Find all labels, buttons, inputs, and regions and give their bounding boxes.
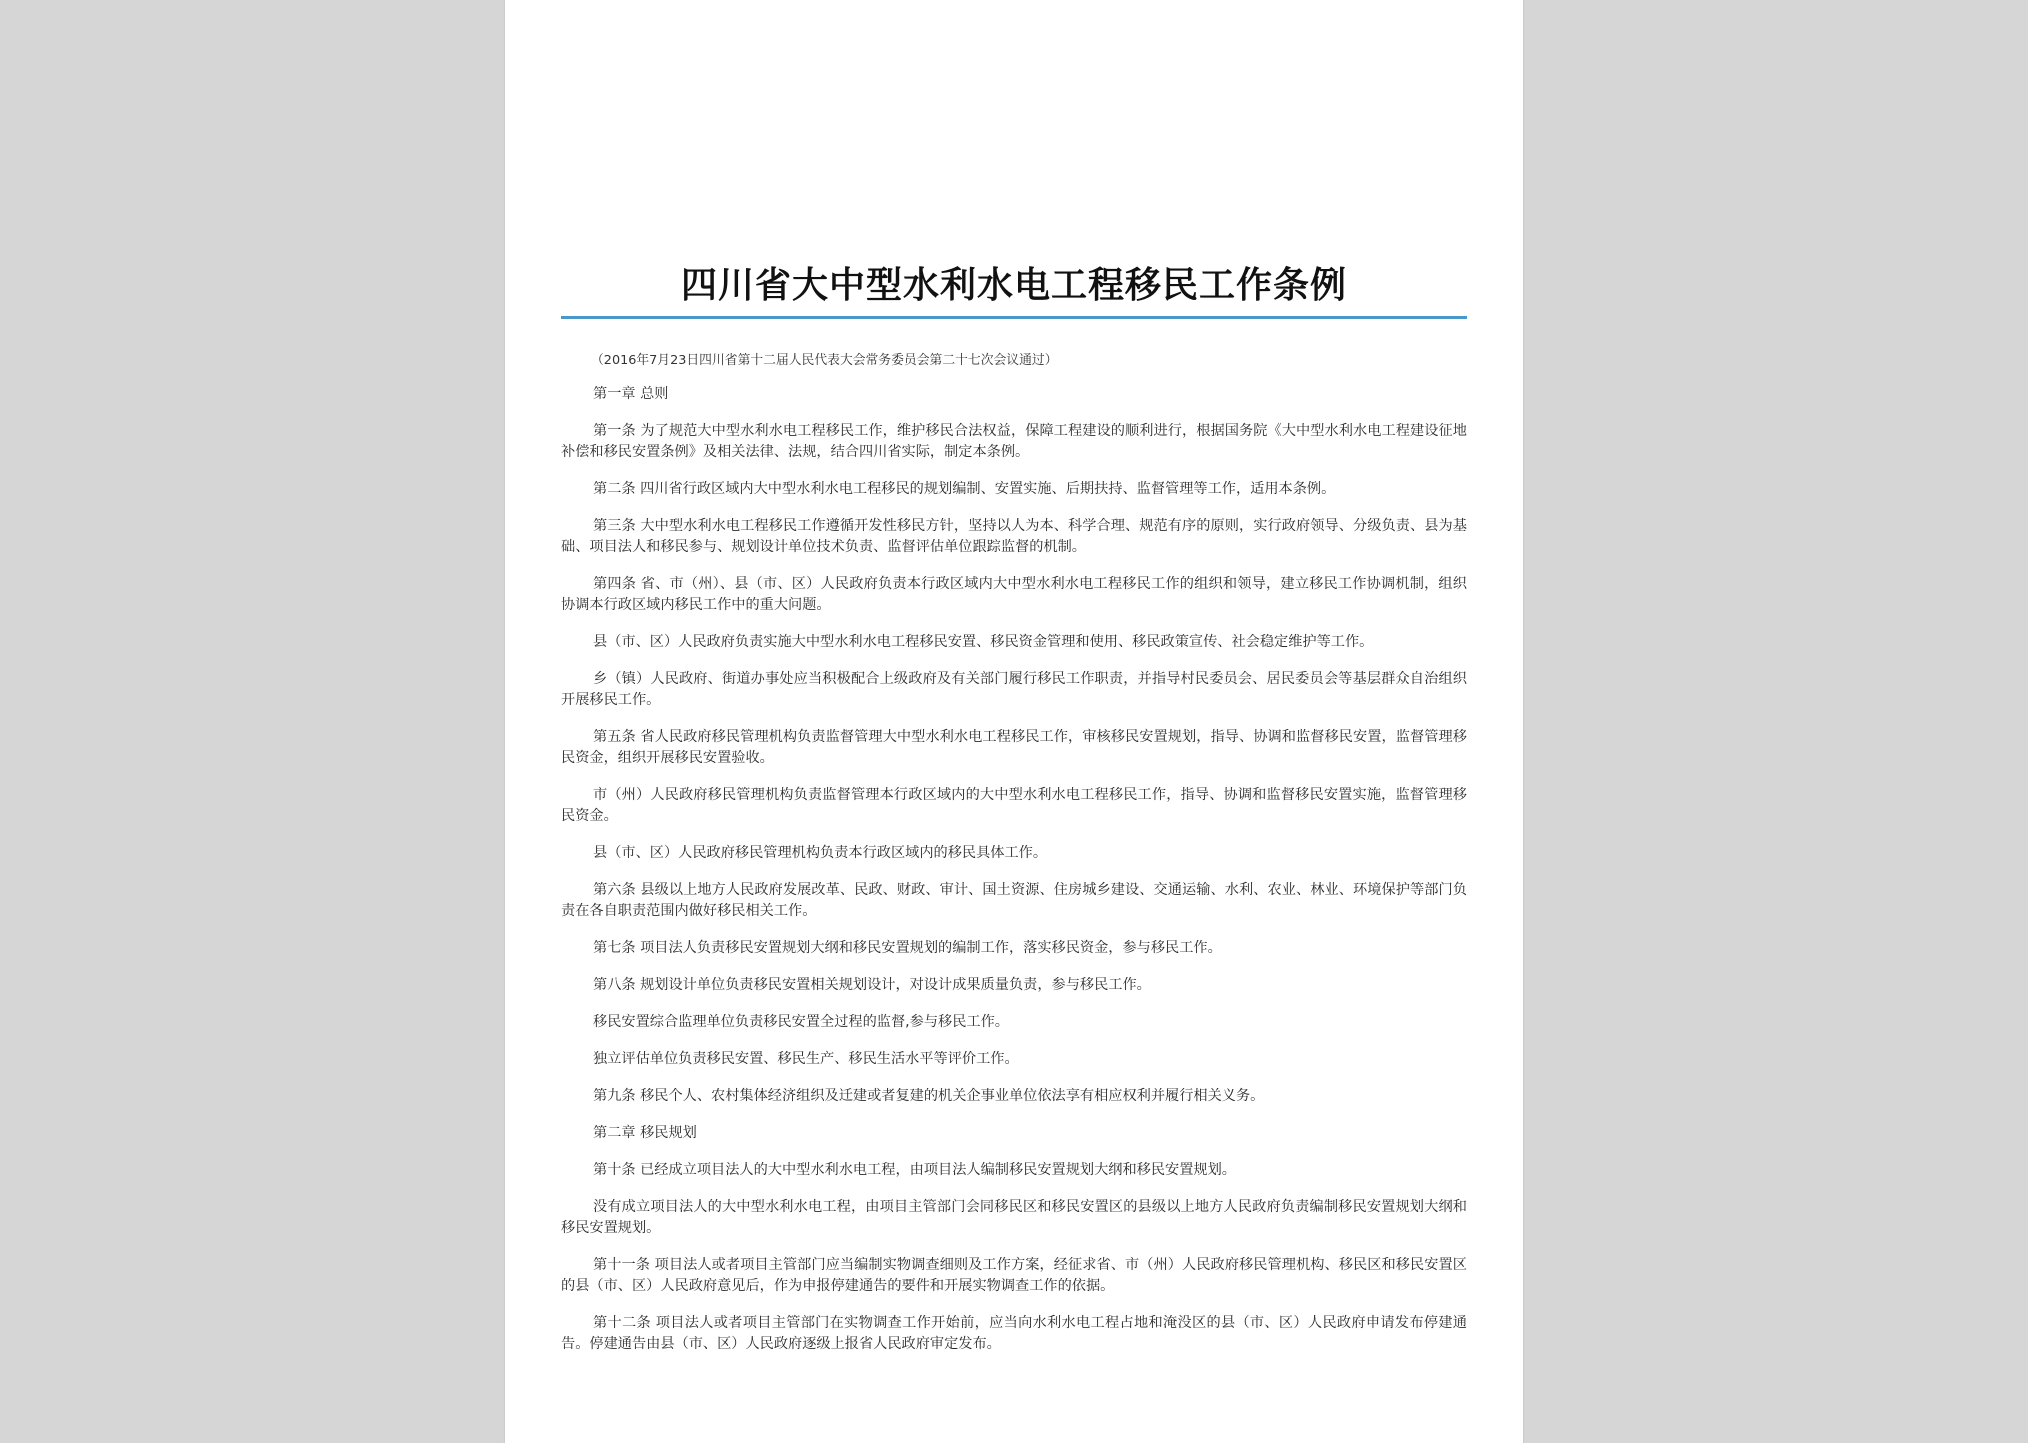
adoption-note: （2016年7月23日四川省第十二届人民代表大会常务委员会第二十七次会议通过） (591, 353, 1058, 368)
article-paragraph: 第五条 省人民政府移民管理机构负责监督管理大中型水利水电工程移民工作，审核移民安置规划，指导、协调和监督移民安置，监督管理移民资金，组织开展移民安置验收。 (561, 729, 1467, 766)
article-paragraph: 县（市、区）人民政府移民管理机构负责本行政区域内的移民具体工作。 (593, 845, 1048, 861)
document-page (505, 0, 1523, 1443)
article-paragraph: 第七条 项目法人负责移民安置规划大纲和移民安置规划的编制工作，落实移民资金，参与移民工作。 (593, 940, 1222, 956)
article-paragraph: 第八条 规划设计单位负责移民安置相关规划设计，对设计成果质量负责，参与移民工作。 (593, 977, 1151, 993)
article-paragraph: 没有成立项目法人的大中型水利水电工程，由项目主管部门会同移民区和移民安置区的县级以上地方人民政府负责编制移民安置规划大纲和移民安置规划。 (561, 1199, 1467, 1236)
chapter-heading: 第二章 移民规划 (593, 1125, 697, 1141)
article-paragraph: 乡（镇）人民政府、街道办事处应当积极配合上级政府及有关部门履行移民工作职责，并指导村民委员会、居民委员会等基层群众自治组织开展移民工作。 (561, 671, 1467, 708)
article-paragraph: 市（州）人民政府移民管理机构负责监督管理本行政区域内的大中型水利水电工程移民工作，指导、协调和监督移民安置实施，监督管理移民资金。 (561, 787, 1467, 824)
article-paragraph: 第六条 县级以上地方人民政府发展改革、民政、财政、审计、国土资源、住房城乡建设、交通运输、水利、农业、林业、环境保护等部门负责在各自职责范围内做好移民相关工作。 (561, 882, 1467, 919)
article-paragraph: 第四条 省、市（州）、县（市、区）人民政府负责本行政区域内大中型水利水电工程移民工作的组织和领导，建立移民工作协调机制，组织协调本行政区域内移民工作中的重大问题。 (561, 576, 1467, 613)
article-paragraph: 第十二条 项目法人或者项目主管部门在实物调查工作开始前，应当向水利水电工程占地和淹没区的县（市、区）人民政府申请发布停建通告。停建通告由县（市、区）人民政府逐级上报省人民政府审定发布。 (561, 1315, 1467, 1352)
chapter-heading: 第一章 总则 (593, 386, 669, 402)
article-paragraph: 县（市、区）人民政府负责实施大中型水利水电工程移民安置、移民资金管理和使用、移民政策宣传、社会稳定维护等工作。 (593, 634, 1374, 650)
document-title: 四川省大中型水利水电工程移民工作条例 (680, 264, 1347, 306)
article-paragraph: 独立评估单位负责移民安置、移民生产、移民生活水平等评价工作。 (593, 1051, 1019, 1067)
article-paragraph: 第三条 大中型水利水电工程移民工作遵循开发性移民方针，坚持以人为本、科学合理、规范有序的原则，实行政府领导、分级负责、县为基础、项目法人和移民参与、规划设计单位技术负责、监督评估单位跟踪监督的机制。 (561, 518, 1467, 555)
document-body (561, 350, 1467, 1355)
article-paragraph: 第十一条 项目法人或者项目主管部门应当编制实物调查细则及工作方案，经征求省、市（州）人民政府移民管理机构、移民区和移民安置区的县（市、区）人民政府意见后，作为申报停建通告的要件和开展实物调查工作的依据。 (561, 1257, 1467, 1294)
article-paragraph: 第十条 已经成立项目法人的大中型水利水电工程，由项目法人编制移民安置规划大纲和移民安置规划。 (593, 1162, 1236, 1178)
article-paragraph: 第二条 四川省行政区域内大中型水利水电工程移民的规划编制、安置实施、后期扶持、监督管理等工作，适用本条例。 (593, 481, 1336, 497)
document-blocks (561, 384, 1467, 1355)
article-paragraph: 第一条 为了规范大中型水利水电工程移民工作，维护移民合法权益，保障工程建设的顺利进行，根据国务院《大中型水利水电工程建设征地补偿和移民安置条例》及相关法律、法规，结合四川省实际，制定本条例。 (561, 423, 1467, 460)
article-paragraph: 第九条 移民个人、农村集体经济组织及迁建或者复建的机关企事业单位依法享有相应权利并履行相关义务。 (593, 1088, 1265, 1104)
article-paragraph: 移民安置综合监理单位负责移民安置全过程的监督,参与移民工作。 (593, 1014, 1009, 1030)
title-divider (561, 316, 1467, 319)
